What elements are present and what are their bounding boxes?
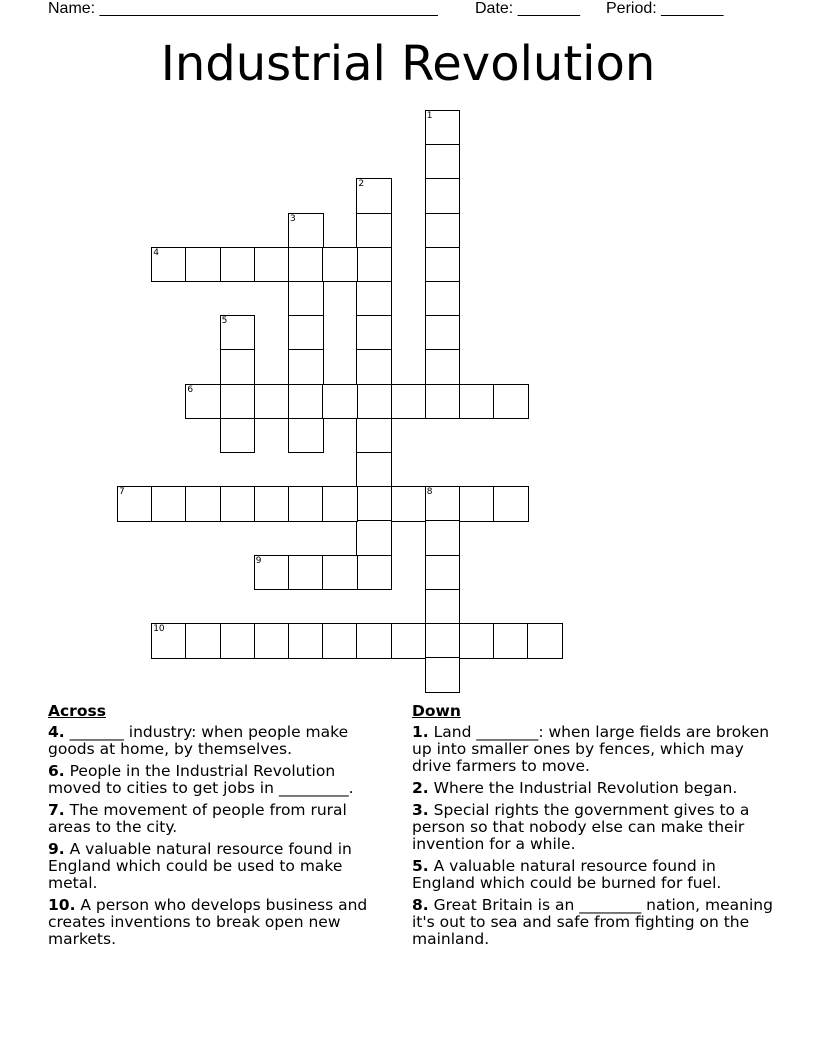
cell-number: 7 bbox=[119, 487, 125, 498]
grid-cell[interactable] bbox=[185, 384, 221, 420]
grid-cell[interactable] bbox=[288, 486, 324, 522]
grid-cell[interactable] bbox=[220, 418, 256, 454]
grid-cell[interactable] bbox=[356, 384, 392, 420]
clue-number: 6. bbox=[48, 762, 65, 780]
grid-cell[interactable] bbox=[425, 178, 461, 214]
clue-down-3 bbox=[412, 802, 777, 853]
grid-cell[interactable] bbox=[425, 144, 461, 180]
clue-text: Where the Industrial Revolution began. bbox=[428, 779, 738, 797]
page-title: Industrial Revolution bbox=[160, 36, 656, 92]
grid-cell[interactable] bbox=[425, 384, 461, 420]
grid-cell[interactable] bbox=[185, 486, 221, 522]
clue-number: 5. bbox=[412, 857, 429, 875]
grid-cell[interactable] bbox=[288, 349, 324, 385]
clue-across-9 bbox=[48, 841, 393, 892]
down-clues bbox=[412, 703, 777, 953]
grid-cell[interactable] bbox=[356, 555, 392, 591]
clue-number: 1. bbox=[412, 723, 429, 741]
clue-text: Special rights the government gives to a person so that nobody else can make their invention for a while. bbox=[412, 801, 750, 853]
grid-cell[interactable] bbox=[356, 520, 392, 556]
grid-cell[interactable] bbox=[425, 315, 461, 351]
clue-number: 10. bbox=[48, 896, 76, 914]
grid-cell[interactable] bbox=[425, 657, 461, 693]
grid-cell[interactable] bbox=[322, 384, 358, 420]
grid-cell[interactable] bbox=[254, 555, 290, 591]
grid-cell[interactable] bbox=[356, 178, 392, 214]
grid-cell[interactable] bbox=[425, 486, 461, 522]
clue-across-4 bbox=[48, 724, 393, 758]
grid-cell[interactable] bbox=[356, 486, 392, 522]
grid-cell[interactable] bbox=[220, 623, 256, 659]
grid-cell[interactable] bbox=[151, 623, 187, 659]
clue-number: 7. bbox=[48, 801, 65, 819]
cell-number: 4 bbox=[153, 247, 159, 258]
grid-cell[interactable] bbox=[425, 589, 461, 625]
grid-cell[interactable] bbox=[459, 486, 495, 522]
period-field-label: Period: _______ bbox=[606, 0, 724, 17]
cell-number: 3 bbox=[290, 213, 296, 224]
grid-cell[interactable] bbox=[493, 486, 529, 522]
grid-cell[interactable] bbox=[117, 486, 153, 522]
grid-cell[interactable] bbox=[425, 555, 461, 591]
grid-cell[interactable] bbox=[425, 520, 461, 556]
grid-cell[interactable] bbox=[220, 349, 256, 385]
clue-across-7 bbox=[48, 802, 393, 836]
clue-down-8 bbox=[412, 897, 777, 948]
grid-cell[interactable] bbox=[288, 213, 324, 249]
grid-cell[interactable] bbox=[425, 281, 461, 317]
grid-cell[interactable] bbox=[391, 384, 427, 420]
cell-number: 5 bbox=[221, 316, 228, 327]
grid-cell[interactable] bbox=[356, 418, 392, 454]
grid-cell[interactable] bbox=[220, 384, 256, 420]
grid-cell[interactable] bbox=[220, 247, 256, 283]
across-heading: Across bbox=[48, 702, 106, 720]
grid-cell[interactable] bbox=[254, 384, 290, 420]
grid-cell[interactable] bbox=[288, 384, 324, 420]
grid-cell[interactable] bbox=[288, 623, 324, 659]
grid-cell[interactable] bbox=[185, 247, 221, 283]
grid-cell[interactable] bbox=[288, 281, 324, 317]
cell-number: 6 bbox=[187, 384, 194, 395]
grid-cell[interactable] bbox=[356, 452, 392, 488]
cell-number: 8 bbox=[426, 487, 433, 498]
down-heading: Down bbox=[412, 702, 461, 720]
clue-text: The movement of people from rural areas to the city. bbox=[48, 801, 347, 836]
grid-cell[interactable] bbox=[254, 247, 290, 283]
date-field-label: Date: _______ bbox=[475, 0, 580, 17]
across-clues bbox=[48, 703, 393, 953]
grid-cell[interactable] bbox=[425, 213, 461, 249]
grid-cell[interactable] bbox=[322, 247, 358, 283]
grid-cell[interactable] bbox=[288, 247, 324, 283]
grid-cell[interactable] bbox=[288, 315, 324, 351]
clue-text: A valuable natural resource found in England which could be used to make metal. bbox=[48, 840, 352, 892]
clue-down-5 bbox=[412, 858, 777, 892]
grid-cell[interactable] bbox=[185, 623, 221, 659]
clue-number: 4. bbox=[48, 723, 65, 741]
clue-text: A person who develops business and creates inventions to break open new markets. bbox=[48, 896, 368, 948]
clue-down-1 bbox=[412, 724, 777, 775]
grid-cell[interactable] bbox=[151, 486, 187, 522]
grid-cell[interactable] bbox=[356, 247, 392, 283]
grid-cell[interactable] bbox=[220, 315, 256, 351]
clue-text: _______ industry: when people make goods at home, by themselves. bbox=[48, 723, 349, 758]
grid-cell[interactable] bbox=[356, 281, 392, 317]
clue-text: A valuable natural resource found in England which could be burned for fuel. bbox=[412, 857, 722, 892]
clue-across-6 bbox=[48, 763, 393, 797]
cell-number: 10 bbox=[153, 624, 165, 634]
clue-number: 9. bbox=[48, 840, 65, 858]
clue-number: 8. bbox=[412, 896, 429, 914]
grid-cell[interactable] bbox=[356, 623, 392, 659]
grid-cell[interactable] bbox=[527, 623, 563, 659]
grid-cell[interactable] bbox=[288, 418, 324, 454]
clue-number: 3. bbox=[412, 801, 429, 819]
grid-cell[interactable] bbox=[425, 623, 461, 659]
name-field-label: Name: ______________________________________ bbox=[48, 0, 438, 17]
clue-across-10 bbox=[48, 897, 393, 948]
clue-down-2 bbox=[412, 780, 777, 797]
cell-number: 1 bbox=[426, 111, 433, 121]
grid-cell[interactable] bbox=[425, 110, 461, 146]
grid-cell[interactable] bbox=[356, 315, 392, 351]
grid-cell[interactable] bbox=[151, 247, 187, 283]
grid-cell[interactable] bbox=[391, 623, 427, 659]
grid-cell[interactable] bbox=[356, 349, 392, 385]
grid-cell[interactable] bbox=[322, 555, 358, 591]
grid-cell[interactable] bbox=[459, 384, 495, 420]
grid-cell[interactable] bbox=[288, 555, 324, 591]
grid-cell[interactable] bbox=[391, 486, 427, 522]
clue-number: 2. bbox=[412, 779, 429, 797]
grid-cell[interactable] bbox=[493, 384, 529, 420]
grid-cell[interactable] bbox=[254, 623, 290, 659]
grid-cell[interactable] bbox=[322, 486, 358, 522]
grid-cell[interactable] bbox=[425, 247, 461, 283]
grid-cell[interactable] bbox=[322, 623, 358, 659]
clue-text: People in the Industrial Revolution moved to cities to get jobs in _________. bbox=[48, 762, 354, 797]
grid-cell[interactable] bbox=[493, 623, 529, 659]
grid-cell[interactable] bbox=[356, 213, 392, 249]
clue-text: Great Britain is an ________ nation, meaning it's out to sea and safe from fighting on the mainland. bbox=[412, 896, 773, 948]
grid-cell[interactable] bbox=[220, 486, 256, 522]
clue-text: Land ________: when large fields are broken up into smaller ones by fences, which may drive farmers to move. bbox=[412, 723, 770, 775]
cell-number: 9 bbox=[255, 555, 262, 566]
grid-cell[interactable] bbox=[425, 349, 461, 385]
cell-number: 2 bbox=[358, 179, 365, 190]
grid-cell[interactable] bbox=[254, 486, 290, 522]
grid-cell[interactable] bbox=[459, 623, 495, 659]
